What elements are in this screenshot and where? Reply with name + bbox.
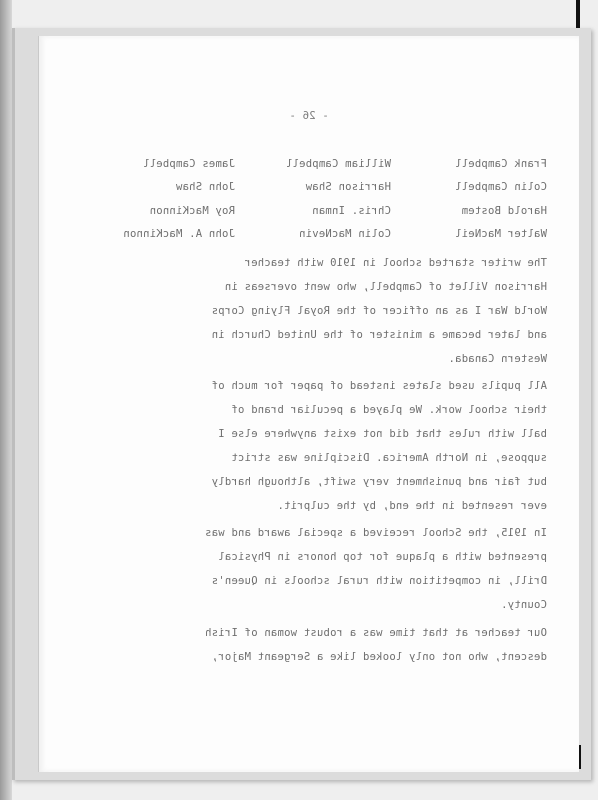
name-entry: John Shaw — [175, 181, 235, 194]
text-line: County. — [500, 599, 547, 611]
name-entry: John A. MacKinnon — [123, 228, 235, 241]
text-line: Western Canada. — [448, 353, 547, 365]
text-line: Harrison Villet of Campbell, who went overseas in — [224, 281, 547, 293]
names-list — [77, 152, 547, 246]
document-page — [38, 36, 579, 772]
paragraph — [77, 374, 547, 518]
name-entry: Roy MacKinnon — [149, 204, 235, 217]
text-line: presented with a plaque for top honors in Physical — [218, 551, 547, 563]
text-line: but fair and punishment very swift, although hardly — [211, 476, 547, 488]
text-line: All pupils used slates instead of paper for much of — [211, 380, 547, 392]
name-entry: Harold Bostem — [461, 204, 547, 217]
paragraph — [77, 621, 547, 669]
paragraph — [77, 521, 547, 617]
scanner-edge — [0, 0, 12, 800]
text-line: ever resented in the end, by the culprit. — [277, 500, 547, 512]
text-line: The writer started school in 1910 with teacher — [244, 257, 547, 269]
name-entry: Harrison Shaw — [305, 181, 391, 194]
text-line: and later became a minister of the United Church in — [211, 329, 547, 341]
name-entry: Colin Campbell — [454, 181, 547, 194]
text-line: ball with rules that did not exist anywhere else I — [218, 428, 547, 440]
text-line: Drill, in competition with rural schools in Queen's — [211, 575, 547, 587]
text-line: World War I as an officer of the Royal Flying Corps — [211, 305, 547, 317]
name-entry: Chris. Inman — [312, 204, 391, 217]
name-entry: Colin MacNevin — [298, 228, 391, 241]
text-line: suppose, in North America. Discipline was strict — [231, 452, 547, 464]
text-line: their school work. We played a peculiar brand of — [231, 404, 547, 416]
scan-corner-mark-top — [576, 0, 580, 30]
page-number: - 26 - — [289, 110, 329, 122]
paragraph — [77, 251, 547, 371]
names-row — [77, 223, 547, 247]
text-line: descent, who not only looked like a Sergeant Major, — [211, 651, 547, 663]
text-line: Our teacher at that time was a robust woman of Irish — [204, 627, 547, 639]
name-entry: Walter MacNeil — [454, 228, 547, 241]
name-entry: William Campbell — [285, 157, 391, 170]
text-line: In 1915, the School received a special award and was — [204, 527, 547, 539]
bleed-through-text — [39, 36, 579, 772]
name-entry: James Campbell — [142, 157, 235, 170]
names-row — [77, 176, 547, 200]
name-entry: Frank Campbell — [454, 157, 547, 170]
names-row — [77, 152, 547, 176]
names-row — [77, 199, 547, 223]
